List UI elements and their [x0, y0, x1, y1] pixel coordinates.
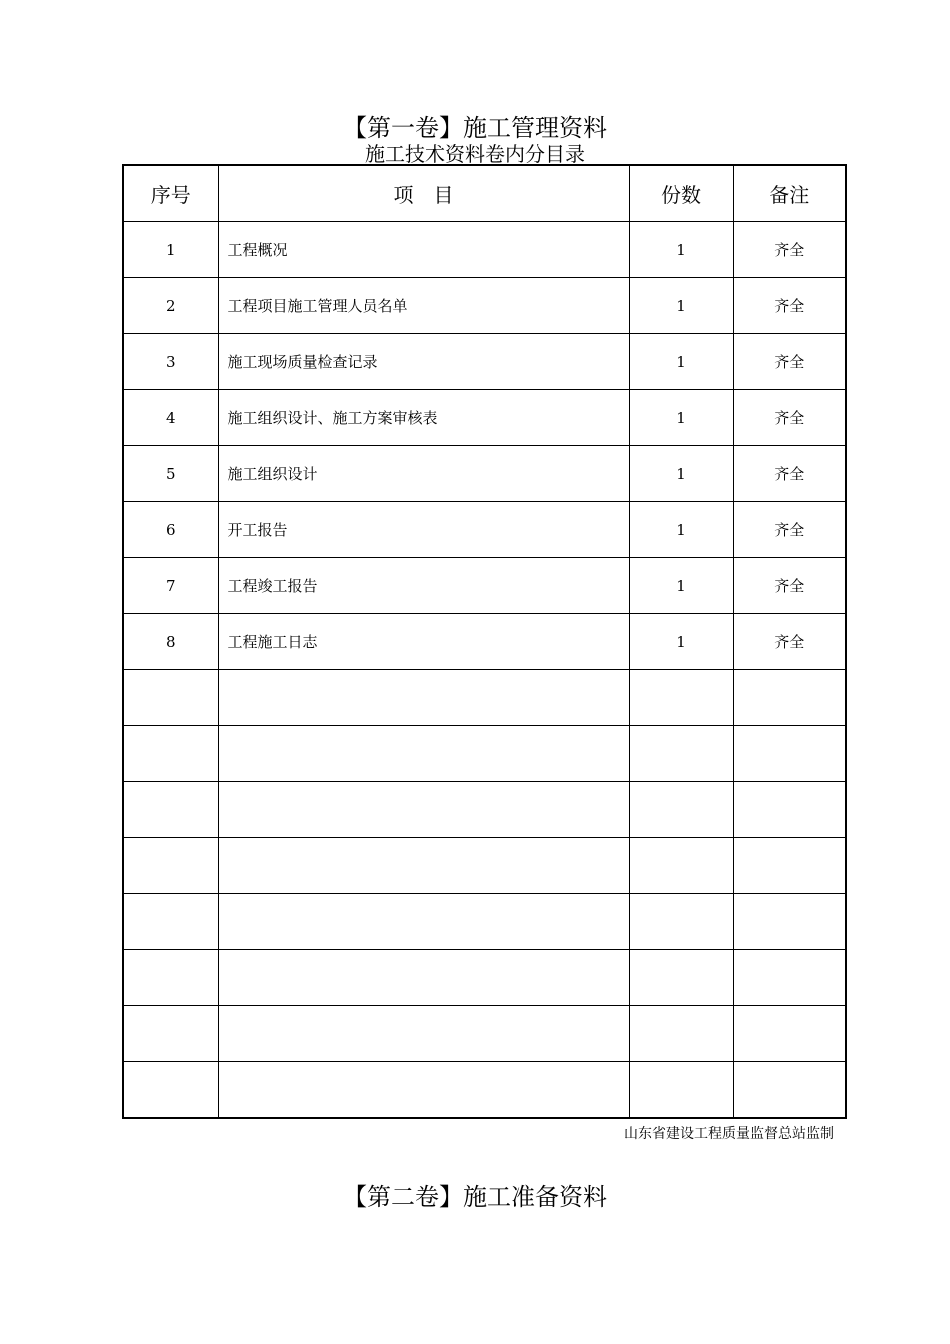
- row-item: [218, 838, 629, 894]
- table-row: [123, 278, 846, 334]
- row-number: [123, 950, 218, 1006]
- row-number: 1: [123, 222, 218, 278]
- row-item: 工程项目施工管理人员名单: [218, 278, 629, 334]
- row-note: [733, 782, 846, 838]
- table-row: [123, 726, 846, 782]
- row-note: [733, 894, 846, 950]
- row-note: 齐全: [733, 222, 846, 278]
- row-copies: 1: [629, 390, 733, 446]
- row-copies: 1: [629, 558, 733, 614]
- row-item: 开工报告: [218, 502, 629, 558]
- table-row: [123, 334, 846, 390]
- row-number: [123, 1006, 218, 1062]
- table-row: [123, 502, 846, 558]
- row-note: 齐全: [733, 278, 846, 334]
- row-number: [123, 726, 218, 782]
- table-row: [123, 1062, 846, 1119]
- row-copies: [629, 726, 733, 782]
- header-no: 序号: [123, 165, 218, 222]
- row-copies: [629, 1006, 733, 1062]
- row-item: [218, 726, 629, 782]
- row-copies: 1: [629, 334, 733, 390]
- row-note: [733, 1006, 846, 1062]
- row-item: 施工组织设计: [218, 446, 629, 502]
- row-note: 齐全: [733, 558, 846, 614]
- row-number: [123, 1062, 218, 1119]
- row-number: [123, 670, 218, 726]
- row-item: [218, 1006, 629, 1062]
- row-number: 5: [123, 446, 218, 502]
- row-item: 工程竣工报告: [218, 558, 629, 614]
- table-row: [123, 838, 846, 894]
- header-item: 项 目: [218, 165, 629, 222]
- table-row: [123, 390, 846, 446]
- row-item: 工程施工日志: [218, 614, 629, 670]
- catalog-table: [122, 164, 847, 1119]
- row-copies: [629, 1062, 733, 1119]
- header-row: [123, 165, 846, 222]
- row-number: 3: [123, 334, 218, 390]
- catalog-subtitle: 施工技术资料卷内分目录: [365, 142, 585, 166]
- row-number: [123, 894, 218, 950]
- row-note: 齐全: [733, 614, 846, 670]
- row-note: [733, 838, 846, 894]
- table-row: [123, 782, 846, 838]
- row-note: 齐全: [733, 334, 846, 390]
- row-copies: [629, 782, 733, 838]
- volume2-title: 【第二卷】施工准备资料: [343, 1183, 607, 1211]
- row-copies: [629, 894, 733, 950]
- table-row: [123, 950, 846, 1006]
- row-note: 齐全: [733, 446, 846, 502]
- row-item: [218, 1062, 629, 1119]
- table-row: [123, 670, 846, 726]
- header-copies: 份数: [629, 165, 733, 222]
- row-copies: [629, 950, 733, 1006]
- row-item: 工程概况: [218, 222, 629, 278]
- row-item: [218, 950, 629, 1006]
- row-number: 4: [123, 390, 218, 446]
- row-copies: 1: [629, 222, 733, 278]
- table-row: [123, 222, 846, 278]
- row-note: 齐全: [733, 390, 846, 446]
- row-copies: 1: [629, 278, 733, 334]
- row-number: [123, 838, 218, 894]
- row-number: [123, 782, 218, 838]
- row-item: 施工现场质量检查记录: [218, 334, 629, 390]
- row-item: 施工组织设计、施工方案审核表: [218, 390, 629, 446]
- row-copies: [629, 670, 733, 726]
- volume1-title: 【第一卷】施工管理资料: [343, 114, 607, 142]
- header-note: 备注: [733, 165, 846, 222]
- row-note: [733, 726, 846, 782]
- table-row: [123, 1006, 846, 1062]
- row-copies: 1: [629, 614, 733, 670]
- row-note: 齐全: [733, 502, 846, 558]
- row-item: [218, 782, 629, 838]
- row-note: [733, 1062, 846, 1119]
- table-row: [123, 558, 846, 614]
- row-number: 6: [123, 502, 218, 558]
- row-copies: [629, 838, 733, 894]
- row-number: 7: [123, 558, 218, 614]
- supervisor-note: 山东省建设工程质量监督总站监制: [624, 1126, 834, 1142]
- row-number: 2: [123, 278, 218, 334]
- row-note: [733, 950, 846, 1006]
- table-row: [123, 614, 846, 670]
- table-row: [123, 446, 846, 502]
- row-note: [733, 670, 846, 726]
- row-item: [218, 894, 629, 950]
- table-row: [123, 894, 846, 950]
- row-copies: 1: [629, 502, 733, 558]
- row-number: 8: [123, 614, 218, 670]
- row-item: [218, 670, 629, 726]
- row-copies: 1: [629, 446, 733, 502]
